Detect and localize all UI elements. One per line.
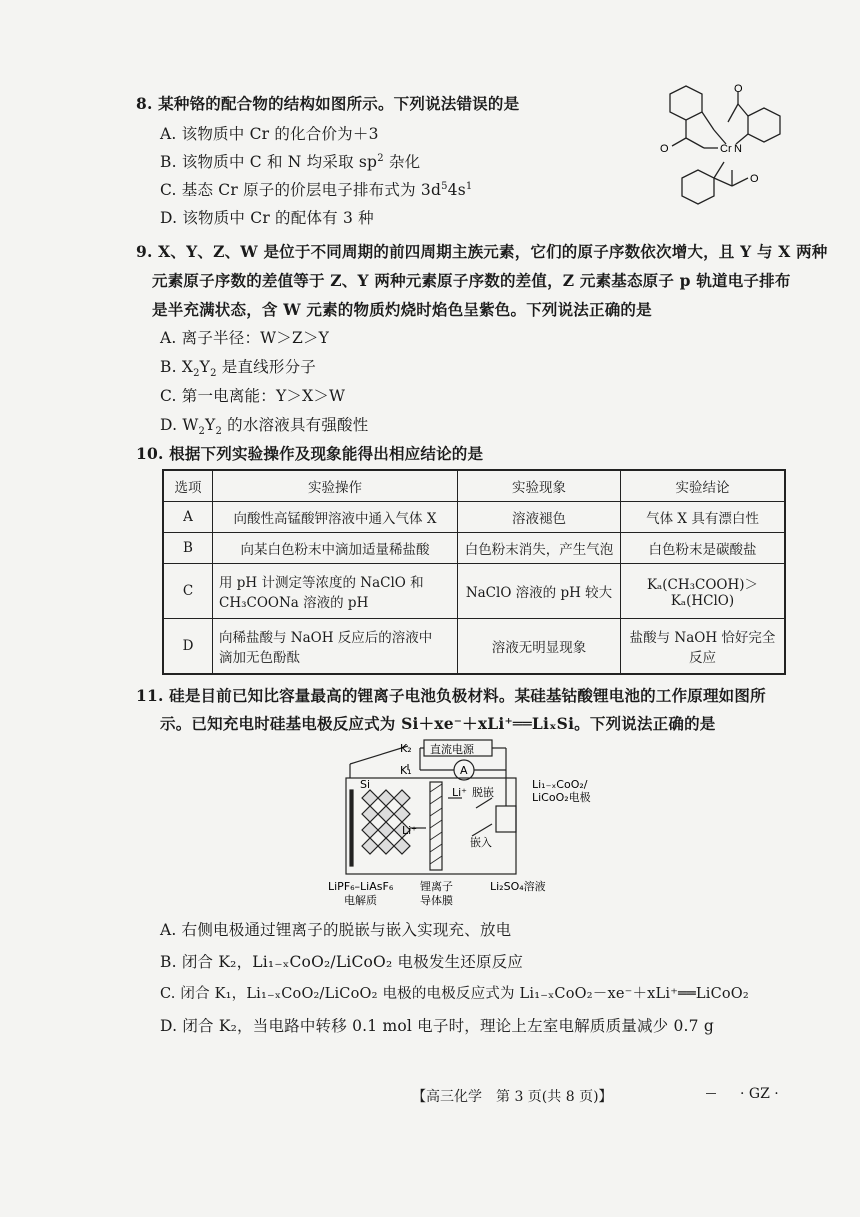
power-label: 直流电源 — [430, 743, 474, 756]
header-option: 选项 — [163, 470, 213, 502]
table-row — [163, 533, 785, 564]
q8-option-d: D. 该物质中 Cr 的配体有 3 种 — [160, 209, 374, 227]
table-header-row — [163, 470, 785, 502]
row-conclusion: 气体 X 具有漂白性 — [621, 502, 786, 533]
si-label: Si — [360, 778, 371, 791]
k2-label: K₂ — [400, 742, 412, 755]
o-label-left: O — [660, 143, 669, 155]
tuoqian-label: 脱嵌 — [472, 786, 494, 799]
row-option: D — [163, 619, 213, 675]
o-label-bottom: O — [750, 173, 759, 185]
k1-label: K₁ — [400, 764, 412, 777]
o-label-top: O — [734, 83, 743, 95]
right-electrode-label-1: Li₁₋ₓCoO₂/ — [532, 778, 588, 791]
header-conclusion: 实验结论 — [621, 470, 786, 502]
q11-option-a: A. 右侧电极通过锂离子的脱嵌与嵌入实现充、放电 — [160, 921, 512, 939]
q8-option-c: C. 基态 Cr 原子的价层电子排布式为 $3d^54s^1$ — [160, 180, 473, 199]
li-plus-label-2: Li⁺ — [402, 824, 417, 837]
q8-stem: 8. 某种铬的配合物的结构如图所示。下列说法错误的是 — [136, 94, 520, 113]
n-label: N — [734, 143, 742, 155]
row-operation: 向某白色粉末中滴加适量稀盐酸 — [213, 533, 458, 564]
membrane-label-2: 导体膜 — [420, 894, 453, 907]
footer-code: · GZ · — [740, 1086, 779, 1102]
q11-option-d: D. 闭合 K₂，当电路中转移 0.1 mol 电子时，理论上左室电解质质量减少 0.7 g — [160, 1017, 714, 1035]
q10-stem: 10. 根据下列实验操作及现象能得出相应结论的是 — [136, 444, 484, 463]
electrolyte-label-1: LiPF₆–LiAsF₆ — [328, 880, 394, 893]
row-phenomenon: 溶液褪色 — [458, 502, 621, 533]
table-row — [163, 619, 785, 675]
q11-line-1: 11. 硅是目前已知比容量最高的锂离子电池负极材料。某硅基钴酸锂电池的工作原理如图所 — [136, 686, 766, 705]
row-phenomenon: 溶液无明显现象 — [458, 619, 621, 675]
membrane-label-1: 锂离子 — [420, 880, 453, 893]
experiment-table — [162, 469, 786, 675]
battery-diagram — [320, 738, 620, 910]
chromium-complex-structure — [652, 82, 792, 234]
footer-dash — [706, 1093, 716, 1094]
q11-option-b: B. 闭合 K₂，Li₁₋ₓCoO₂/LiCoO₂ 电极发生还原反应 — [160, 953, 524, 971]
row-conclusion: Kₐ(CH₃COOH)＞Kₐ(HClO) — [621, 564, 786, 619]
electrolyte-label-2: 电解质 — [344, 894, 377, 907]
row-operation: 向酸性高锰酸钾溶液中通入气体 X — [213, 502, 458, 533]
header-operation: 实验操作 — [213, 470, 458, 502]
q9-line-2: 元素原子序数的差值等于 Z、Y 两种元素原子序数的差值，Z 元素基态原子 p 轨道电子排布 — [152, 271, 791, 290]
q9-line-1: 9. X、Y、Z、W 是位于不同周期的前四周期主族元素，它们的原子序数依次增大，且 Y 与 X 两种 — [136, 242, 828, 261]
row-operation: 用 pH 计测定等浓度的 NaClO 和 CH₃COONa 溶液的 pH — [213, 564, 458, 619]
table-row — [163, 564, 785, 619]
q8-option-a: A. 该物质中 Cr 的化合价为＋3 — [160, 125, 379, 143]
ammeter-label: A — [460, 764, 468, 777]
table-row — [163, 502, 785, 533]
row-option: A — [163, 502, 213, 533]
solution-label: Li₂SO₄溶液 — [490, 880, 546, 893]
cr-label: Cr — [720, 143, 732, 155]
q9-line-3: 是半充满状态，含 W 元素的物质灼烧时焰色呈紫色。下列说法正确的是 — [152, 300, 652, 319]
q9-option-d: D. $W_2Y_2$ 的水溶液具有强酸性 — [160, 416, 369, 438]
row-phenomenon: 白色粉末消失，产生气泡 — [458, 533, 621, 564]
row-operation: 向稀盐酸与 NaOH 反应后的溶液中 滴加无色酚酞 — [213, 619, 458, 675]
q9-option-a: A. 离子半径：W＞Z＞Y — [160, 329, 330, 347]
q8-option-b: B. 该物质中 C 和 N 均采取 $sp^2$ 杂化 — [160, 152, 421, 171]
q11-line-2: 示。已知充电时硅基电极反应式为 Si＋xe⁻＋xLi⁺══LiₓSi。下列说法正确的是 — [160, 714, 716, 733]
row-conclusion: 白色粉末是碳酸盐 — [621, 533, 786, 564]
q9-option-c: C. 第一电离能：Y＞X＞W — [160, 387, 346, 405]
row-option: B — [163, 533, 213, 564]
q11-option-c: C. 闭合 K₁，Li₁₋ₓCoO₂/LiCoO₂ 电极的电极反应式为 Li₁₋ₓCoO₂－xe⁻＋xLi⁺══LiCoO₂ — [160, 986, 749, 1002]
page-footer: 【高三化学 第 3 页(共 8 页)】 — [412, 1089, 613, 1105]
row-option: C — [163, 564, 213, 619]
row-phenomenon: NaClO 溶液的 pH 较大 — [458, 564, 621, 619]
qianru-label: 嵌入 — [470, 836, 492, 849]
row-conclusion: 盐酸与 NaOH 恰好完全反应 — [621, 619, 786, 675]
right-electrode-label-2: LiCoO₂电极 — [532, 791, 591, 804]
q9-option-b: B. $X_2Y_2$ 是直线形分子 — [160, 358, 316, 380]
li-plus-label-1: Li⁺ — [452, 786, 467, 799]
header-phenomenon: 实验现象 — [458, 470, 621, 502]
